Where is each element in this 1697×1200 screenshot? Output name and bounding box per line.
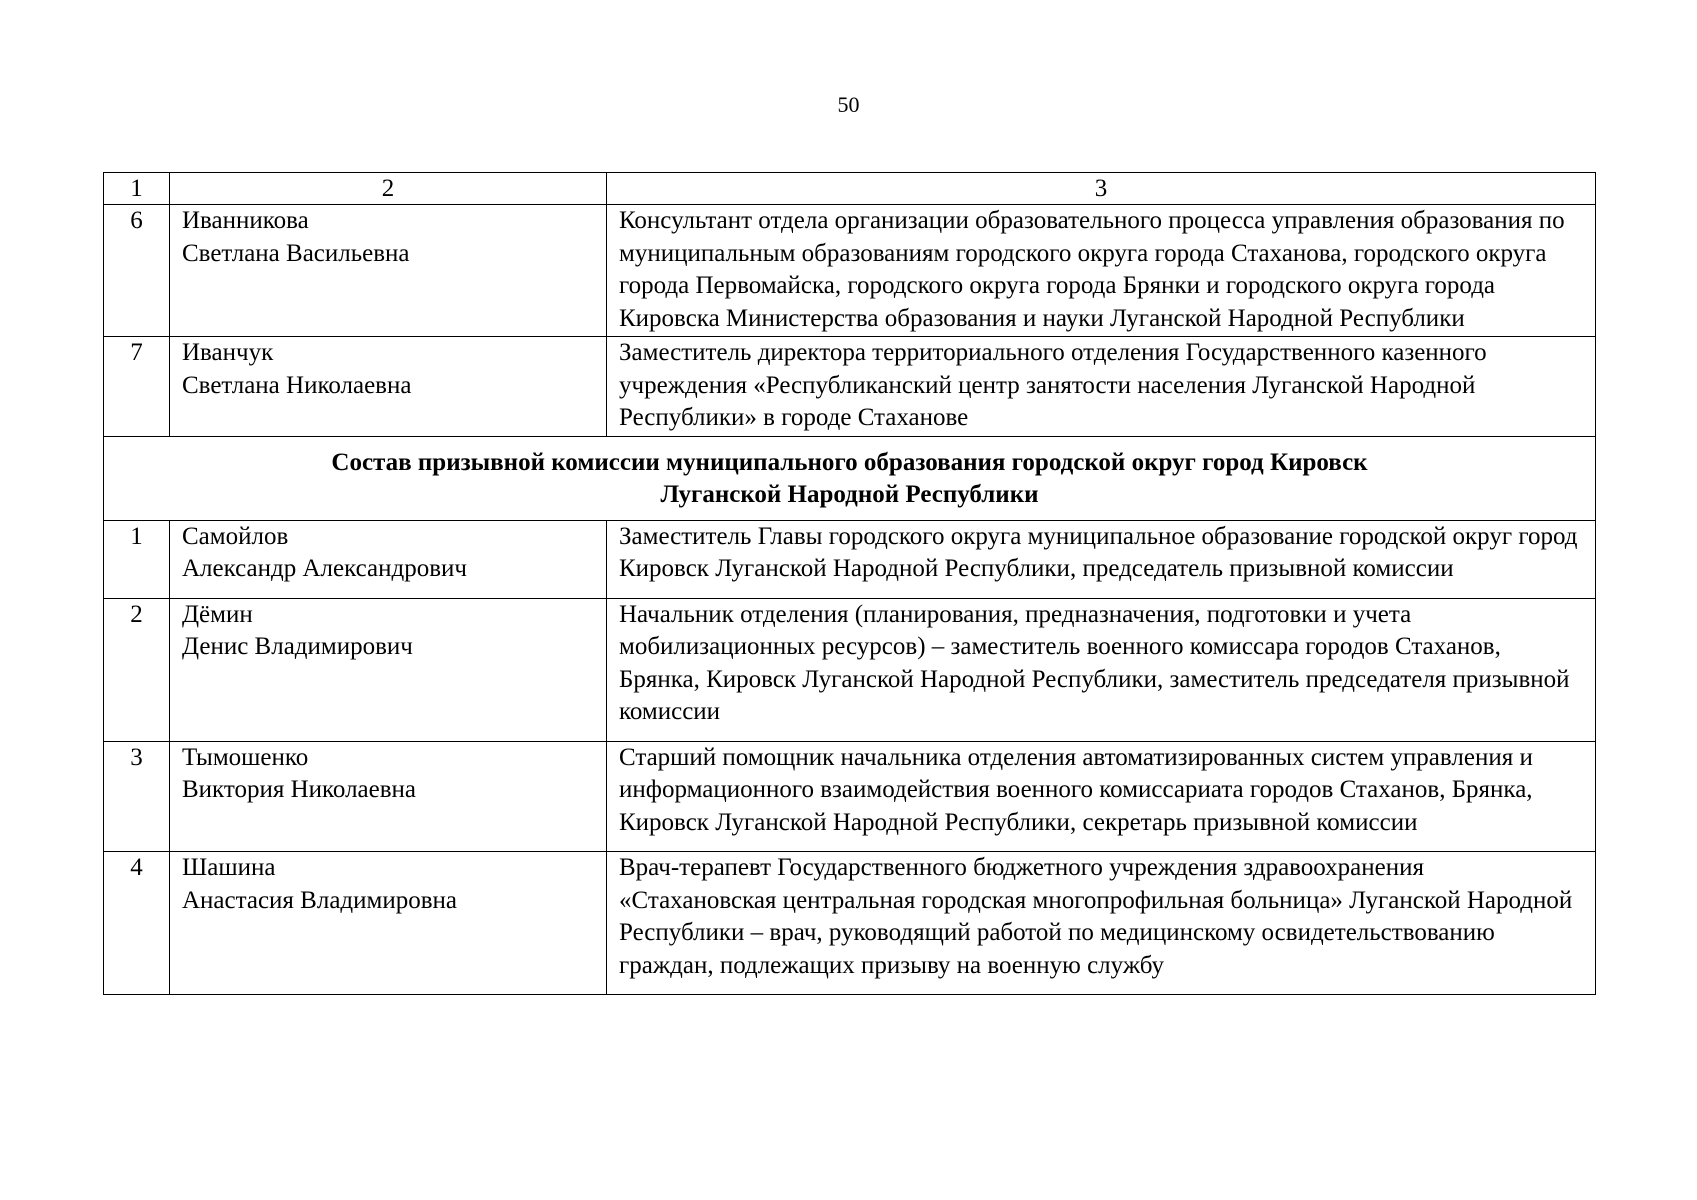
member-surname: Тымошенко <box>182 743 309 771</box>
column-header: 1 <box>104 173 170 205</box>
row-number: 1 <box>104 520 170 598</box>
member-position: Консультант отдела организации образовательного процесса управления образования по муниципальным образованиям городского округа города Стаханова, городского округа города Первомайска, городского округа города Брянки и городского округа города Кировска Министерства образования и науки Луганской Народной Республики <box>607 205 1596 337</box>
table-row <box>104 598 1596 741</box>
member-name <box>170 520 607 598</box>
row-number: 7 <box>104 337 170 437</box>
member-given-names: Светлана Васильевна <box>182 239 410 267</box>
member-given-names: Александр Александрович <box>182 555 467 582</box>
member-given-names: Анастасия Владимировна <box>182 886 457 914</box>
member-name <box>170 598 607 741</box>
member-name <box>170 205 607 337</box>
member-surname: Иванчук <box>182 339 274 366</box>
table-row <box>104 520 1596 598</box>
commission-table <box>103 172 1596 995</box>
table-row <box>104 337 1596 437</box>
member-position: Начальник отделения (планирования, предназначения, подготовки и учета мобилизационных ресурсов) – заместитель военного комиссара городов Стаханов, Брянка, Кировск Луганской Народной Республики, заместитель председателя призывной комиссии <box>607 598 1596 741</box>
column-header: 2 <box>170 173 607 205</box>
member-surname: Шашина <box>182 854 276 881</box>
member-given-names: Виктория Николаевна <box>182 776 417 803</box>
member-position: Заместитель Главы городского округа муниципальное образование городской округ город Кировск Луганской Народной Республики, председатель призывной комиссии <box>607 520 1596 598</box>
member-given-names: Денис Владимирович <box>182 633 413 660</box>
row-number: 6 <box>104 205 170 337</box>
member-position: Врач-терапевт Государственного бюджетного учреждения здравоохранения «Стахановская центральная городская многопрофильная больница» Луганской Народной Республики – врач, руководящий работой по медицинскому освидетельствованию граждан, подлежащих призыву на военную службу <box>607 852 1596 995</box>
member-name <box>170 337 607 437</box>
member-surname: Иванникова <box>182 207 309 234</box>
section-heading <box>104 436 1596 520</box>
member-surname: Самойлов <box>182 522 289 550</box>
column-header: 3 <box>607 173 1596 205</box>
table-row <box>104 741 1596 852</box>
member-position: Старший помощник начальника отделения автоматизированных систем управления и информационного взаимодействия военного комиссариата городов Стаханов, Брянка, Кировск Луганской Народной Республики, секретарь призывной комиссии <box>607 741 1596 852</box>
table-row <box>104 852 1596 995</box>
table-row <box>104 205 1596 337</box>
page-number: 50 <box>837 92 860 117</box>
member-given-names: Светлана Николаевна <box>182 371 412 399</box>
member-surname: Дёмин <box>182 600 253 628</box>
member-position: Заместитель директора территориального отделения Государственного казенного учреждения «Республиканский центр занятости населения Луганской Народной Республики» в городе Стаханове <box>607 337 1596 437</box>
section-title-line: Луганской Народной Республики <box>660 481 1039 508</box>
section-title-line: Состав призывной комиссии муниципального образования городской округ город Кировск <box>331 448 1368 476</box>
row-number: 2 <box>104 598 170 741</box>
row-number: 4 <box>104 852 170 995</box>
section-heading-row <box>104 436 1596 520</box>
member-name <box>170 852 607 995</box>
row-number: 3 <box>104 741 170 852</box>
member-name <box>170 741 607 852</box>
table-header-row <box>104 173 1596 205</box>
